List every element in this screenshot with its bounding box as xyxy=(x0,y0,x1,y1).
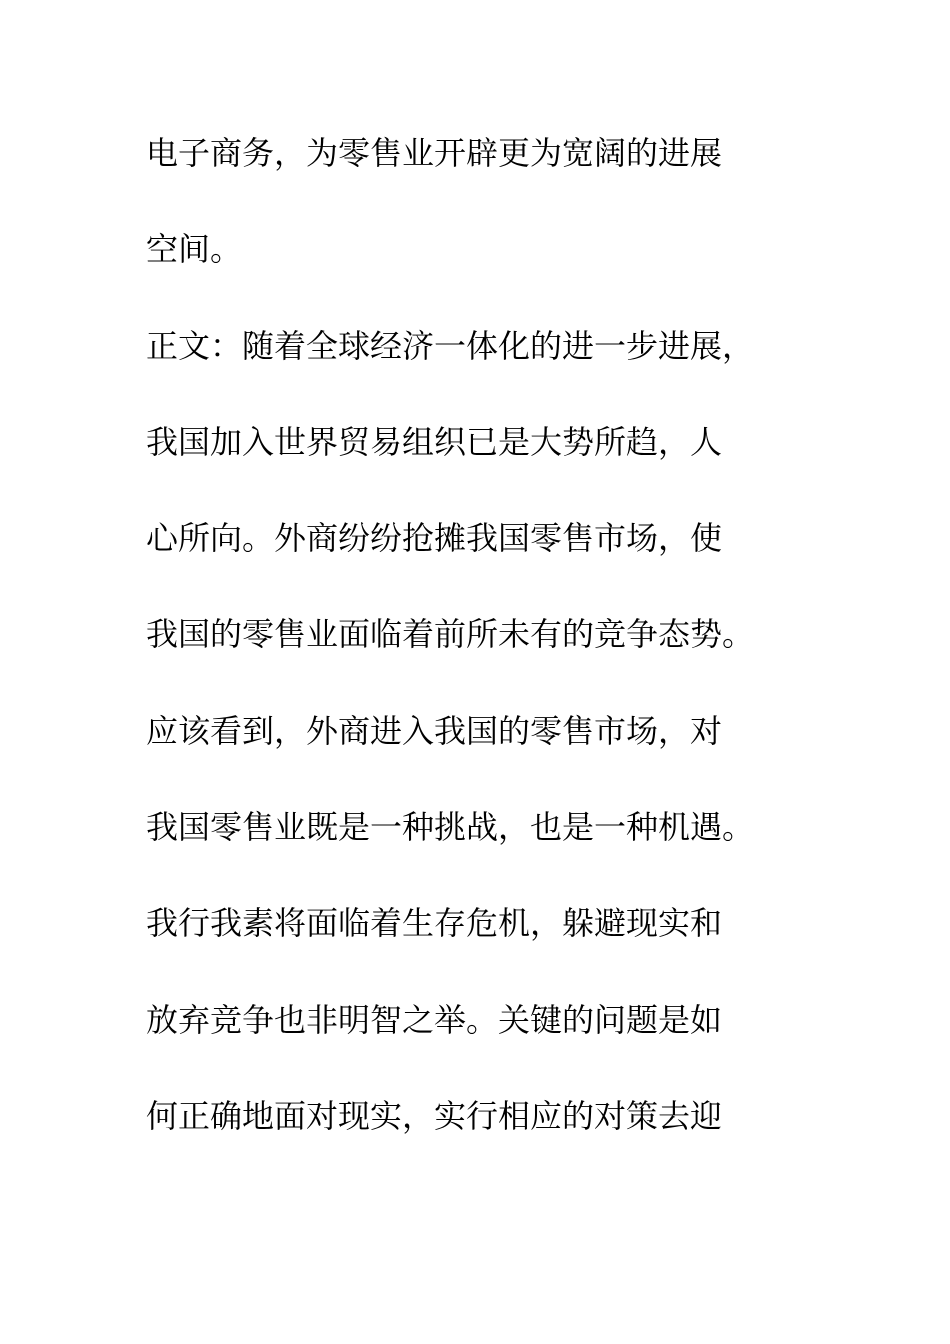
text-line-9: 我行我素将面临着生存危机，躲避现实和 xyxy=(146,904,723,943)
text-line-5: 心所向。外商纷纷抢摊我国零售市场，使 xyxy=(146,519,723,558)
text-line-1: 电子商务，为零售业开辟更为宽阔的进展 xyxy=(146,134,723,172)
text-line-4: 我国加入世界贸易组织已是大势所趋，人 xyxy=(146,422,723,461)
text-line-10: 放弃竞争也非明智之举。关键的问题是如 xyxy=(146,1000,723,1039)
text-line-7: 应该看到，外商进入我国的零售市场，对 xyxy=(146,711,723,750)
text-line-8: 我国零售业既是一种挑战，也是一种机遇。 xyxy=(146,808,755,847)
text-line-6: 我国的零售业面临着前所未有的竞争态势。 xyxy=(146,615,755,654)
text-line-3: 正文：随着全球经济一体化的进一步进展， xyxy=(146,326,755,365)
text-line-11: 何正确地面对现实，实行相应的对策去迎 xyxy=(146,1096,723,1135)
body-text xyxy=(146,127,846,1186)
text-line-2: 空间。 xyxy=(146,230,243,269)
